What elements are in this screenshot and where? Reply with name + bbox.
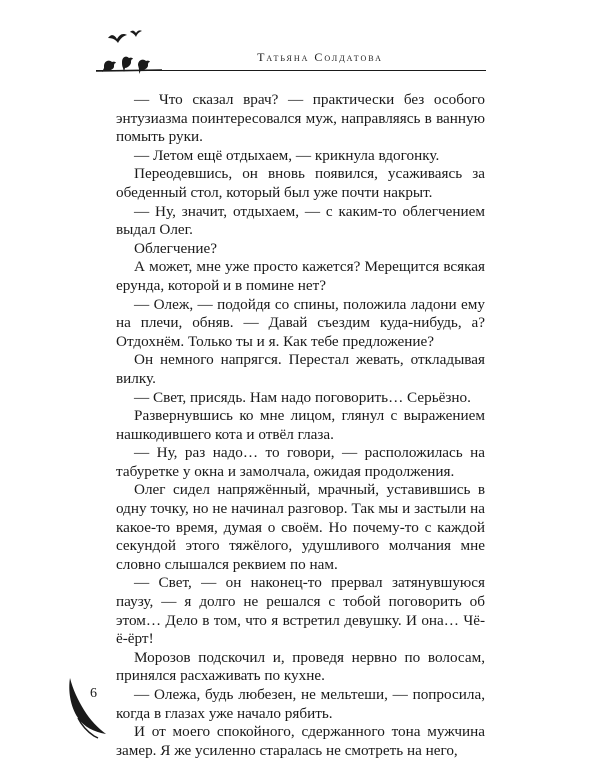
feather-icon [64, 676, 110, 740]
paragraph: — Летом ещё отдыхаем, — крикнула вдогонку. [134, 146, 440, 164]
paragraph: А может, мне уже просто кажется? Мерещится всякая ерунда, которой и в помине нет? [116, 258, 485, 294]
paragraph: Облегчение? [134, 239, 217, 257]
body-text [116, 91, 485, 760]
paragraph: Олег сидел напряжённый, мрачный, уставившись в одну точку, но не начинал разговор. Так мы и застыли на какое-то время, думая о своём. Но почему-то с каждой секундой этого тяжёлого, удушливого молчания мне словно слышался реквием по нам. [116, 481, 485, 573]
paragraph: — Свет, — он наконец-то прервал затянувшуюся паузу, — я долго не решался с тобой поговорить об этом… Дело в том, что я встретил девушку. И она… Чё-ё-ёрт! [116, 574, 485, 648]
header-rule [96, 70, 486, 71]
paragraph: Он немного напрягся. Перестал жевать, откладывая вилку. [116, 351, 485, 387]
paragraph: — Ну, раз надо… то говори, — расположилась на табуретке у окна и замолчала, ожидая продолжения. [116, 444, 485, 480]
paragraph: — Свет, присядь. Нам надо поговорить… Серьёзно. [134, 388, 471, 406]
paragraph: — Ну, значит, отдыхаем, — с каким-то облегчением выдал Олег. [116, 202, 485, 239]
page-number: 6 [90, 686, 97, 701]
paragraph: — Что сказал врач? — практически без особого энтузиазма поинтересовался муж, направляясь в ванную помыть руки. [116, 91, 485, 146]
paragraph: И от моего спокойного, сдержанного тона мужчина замер. Я же усиленно старалась не смотреть на него, [116, 723, 485, 759]
paragraph: — Олежа, будь любезен, не мельтеши, — попросила, когда в глазах уже начало рябить. [116, 686, 485, 722]
paragraph: — Олеж, — подойдя со спины, положила ладони ему на плечи, обняв. — Давай съездим куда-нибудь, а? Отдохнём. Только ты и я. Как тебе предложение? [116, 295, 485, 350]
paragraph: Переодевшись, он вновь появился, усаживаясь за обеденный стол, который был уже почти накрыт. [116, 165, 485, 201]
paragraph: Морозов подскочил и, проведя нервно по волосам, принялся расхаживать по кухне. [116, 648, 485, 685]
paragraph: Развернувшись ко мне лицом, глянул с выражением нашкодившего кота и отвёл глаза. [116, 407, 485, 443]
running-title: Татьяна Солдатова [257, 50, 383, 64]
page-header [0, 0, 600, 80]
